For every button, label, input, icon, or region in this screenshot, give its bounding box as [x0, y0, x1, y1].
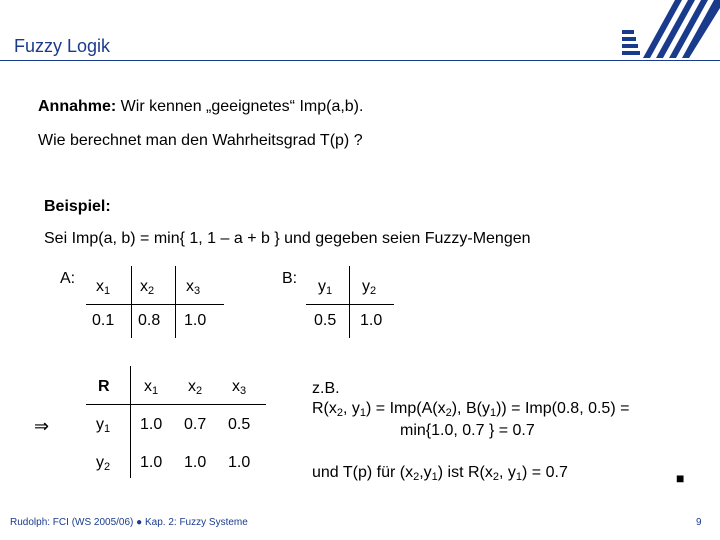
calc-line-2: min{1.0, 0.7 } = 0.7: [400, 422, 535, 439]
set-a-value-2: 0.8: [138, 312, 161, 329]
end-mark-icon: ■: [676, 470, 685, 486]
set-a-label: A:: [60, 270, 76, 287]
relation-cell-2-1: 1.0: [140, 454, 163, 471]
relation-col-header-1: $x_1$: [144, 378, 159, 397]
relation-col-header-2: $x_2$: [188, 378, 203, 397]
example-label: Beispiel:: [44, 198, 111, 215]
implies-arrow-icon: ⇒: [34, 416, 50, 436]
set-b-label: B:: [282, 270, 298, 287]
relation-row-label-2: $y_2$: [96, 454, 111, 473]
page-number: 9: [696, 517, 702, 528]
set-a-col-line-2: [175, 266, 176, 338]
relation-cell-2-2: 1.0: [184, 454, 207, 471]
set-a-col-line-1: [131, 266, 132, 338]
relation-col-header-3: $x_3$: [232, 378, 247, 397]
set-a-divider: [86, 304, 224, 305]
set-a-header-2: $x_2$: [140, 278, 155, 297]
zb-label: z.B.: [312, 380, 340, 397]
annahme-line: [38, 98, 363, 116]
relation-cell-2-3: 1.0: [228, 454, 251, 471]
relation-corner-label: R: [98, 378, 110, 395]
set-b-header-1: $y_1$: [318, 278, 333, 297]
calc-result: und T(p) für $(x_2,y_1)$ ist $R(x_2$, $y_1) = 0.7$: [312, 464, 568, 483]
set-b-header-2: $y_2$: [362, 278, 377, 297]
set-a-value-3: 1.0: [184, 312, 207, 329]
set-a-value-1: 0.1: [92, 312, 115, 329]
relation-header-divider: [86, 404, 266, 405]
set-a-header-1: $x_1$: [96, 278, 111, 297]
question-text: Wie berechnet man den Wahrheitsgrad T(p) ?: [38, 132, 363, 149]
footer-text: Rudolph: FCI (WS 2005/06) ● Kap. 2: Fuzzy Systeme: [10, 517, 248, 528]
calc-line-1: $R(x_2$, $y_1) = Imp(A(x_2)$, $B(y_1)) = Imp(0.8$, 0.5) =: [312, 400, 630, 419]
set-b-value-1: 0.5: [314, 312, 337, 329]
set-b-col-line: [349, 266, 350, 338]
relation-row-label-1: $y_1$: [96, 416, 111, 435]
relation-row-header-line: [130, 366, 131, 478]
annahme-text: Wir kennen „geeignetes“ Imp(a,b).: [116, 98, 364, 115]
slide-title: Fuzzy Logik: [14, 36, 111, 56]
relation-cell-1-3: 0.5: [228, 416, 251, 433]
example-definition: Sei Imp(a, b) = min{ 1, 1 – a + b } und gegeben seien Fuzzy-Mengen: [44, 230, 531, 247]
set-a-header-3: $x_3$: [186, 278, 201, 297]
annahme-label: Annahme:: [38, 98, 117, 115]
relation-cell-1-1: 1.0: [140, 416, 163, 433]
set-b-divider: [306, 304, 394, 305]
header-rule: [0, 60, 720, 61]
university-logo-icon: [620, 0, 720, 62]
set-b-value-2: 1.0: [360, 312, 383, 329]
relation-cell-1-2: 0.7: [184, 416, 207, 433]
